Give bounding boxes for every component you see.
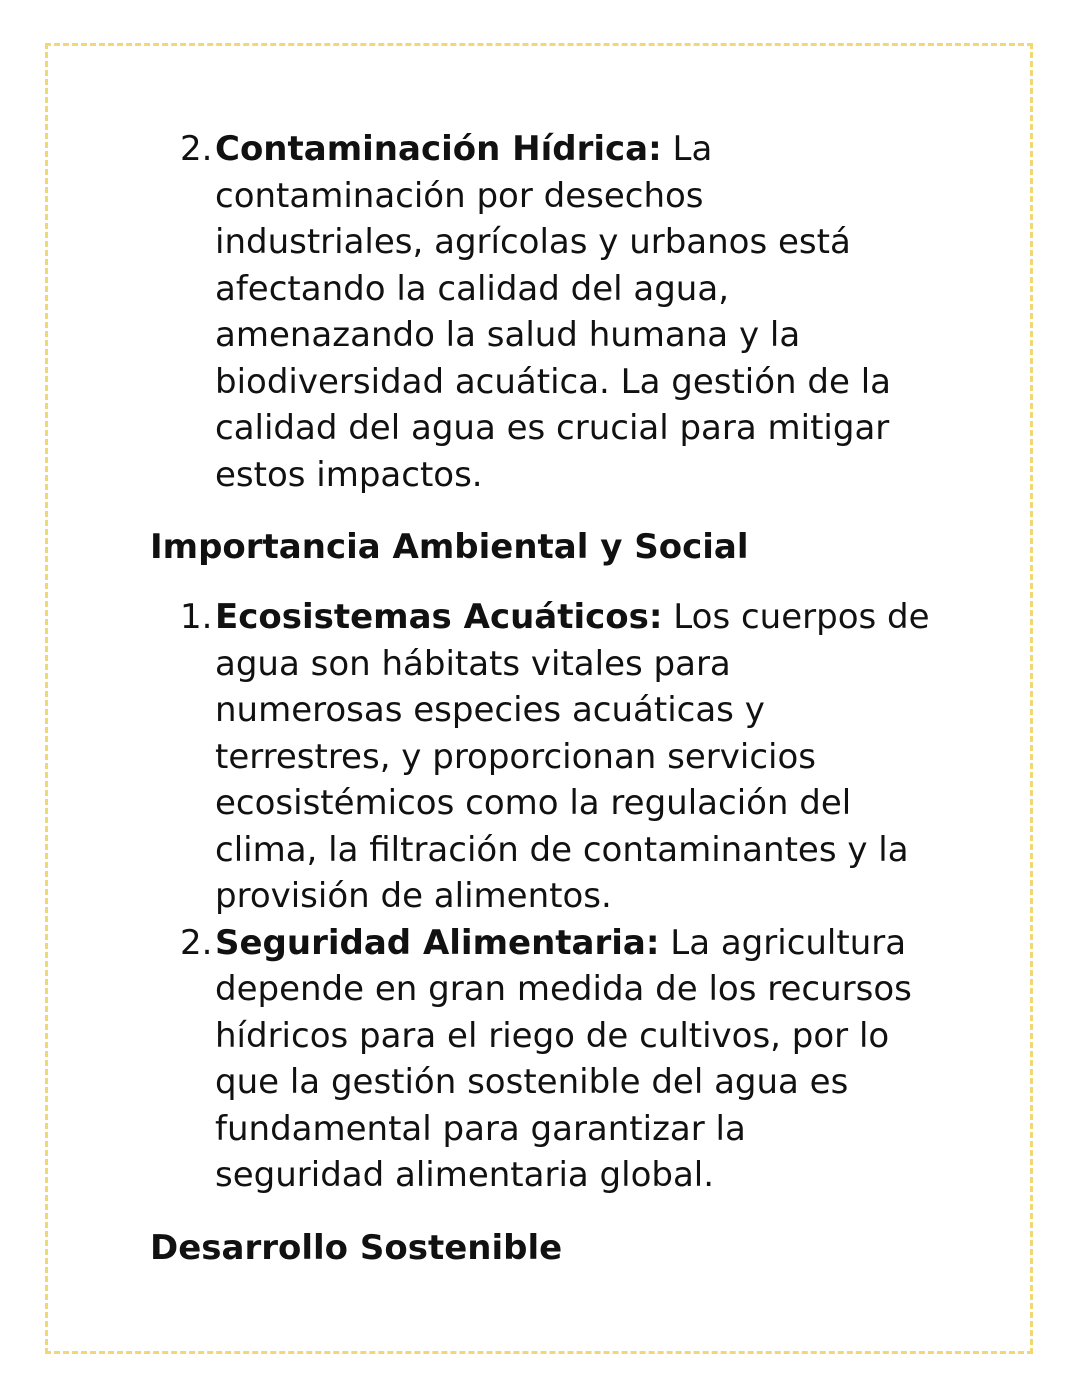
list-line: afectando la calidad del agua, — [215, 268, 730, 309]
list-item-contaminacion-hidrica — [150, 126, 950, 498]
list-line: biodiversidad acuática. La gestión de la — [215, 361, 891, 402]
list-line: ecosistémicos como la regulación del — [215, 783, 852, 823]
list-line — [215, 920, 950, 967]
document-content — [150, 126, 950, 1271]
list-item-lead: Contaminación Hídrica: — [215, 129, 662, 169]
list-line: clima, la filtración de contaminantes y la — [215, 829, 909, 870]
list-line: calidad del agua es crucial para mitigar — [215, 408, 890, 448]
list-line: agua son hábitats vitales para — [215, 643, 731, 684]
section-heading-desarrollo: Desarrollo Sostenible — [150, 1227, 563, 1268]
continued-list — [150, 126, 950, 498]
list-line-text: La — [661, 129, 713, 169]
list-number: 1. — [180, 597, 213, 637]
list-line: provisión de alimentos. — [215, 876, 612, 916]
list-number: 2. — [180, 922, 213, 963]
importancia-list — [150, 594, 950, 1199]
list-item-lead: Ecosistemas Acuáticos: — [215, 597, 663, 637]
list-line: depende en gran medida de los recursos — [215, 969, 912, 1009]
list-line — [215, 126, 950, 173]
list-line: que la gestión sostenible del agua es — [215, 1062, 849, 1102]
list-line: fundamental para garantizar la — [215, 1108, 746, 1149]
section-heading-importancia: Importancia Ambiental y Social — [150, 527, 749, 567]
list-line — [215, 594, 950, 641]
list-line: hídricos para el riego de cultivos, por lo — [215, 1015, 890, 1056]
list-line: seguridad alimentaria global. — [215, 1155, 715, 1195]
list-line-text: Los cuerpos de — [662, 597, 930, 637]
list-line: numerosas especies acuáticas y — [215, 690, 765, 730]
list-line-text: La agricultura — [659, 922, 907, 963]
list-item-seguridad-alimentaria — [150, 920, 950, 1199]
list-number: 2. — [180, 129, 213, 169]
list-line: industriales, agrícolas y urbanos está — [215, 222, 851, 262]
list-line: amenazando la salud humana y la — [215, 315, 801, 355]
list-item-lead: Seguridad Alimentaria: — [215, 922, 660, 963]
list-line: terrestres, y proporcionan servicios — [215, 736, 816, 777]
list-line: contaminación por desechos — [215, 175, 704, 216]
list-line: estos impactos. — [215, 454, 483, 495]
list-item-ecosistemas-acuaticos — [150, 594, 950, 920]
